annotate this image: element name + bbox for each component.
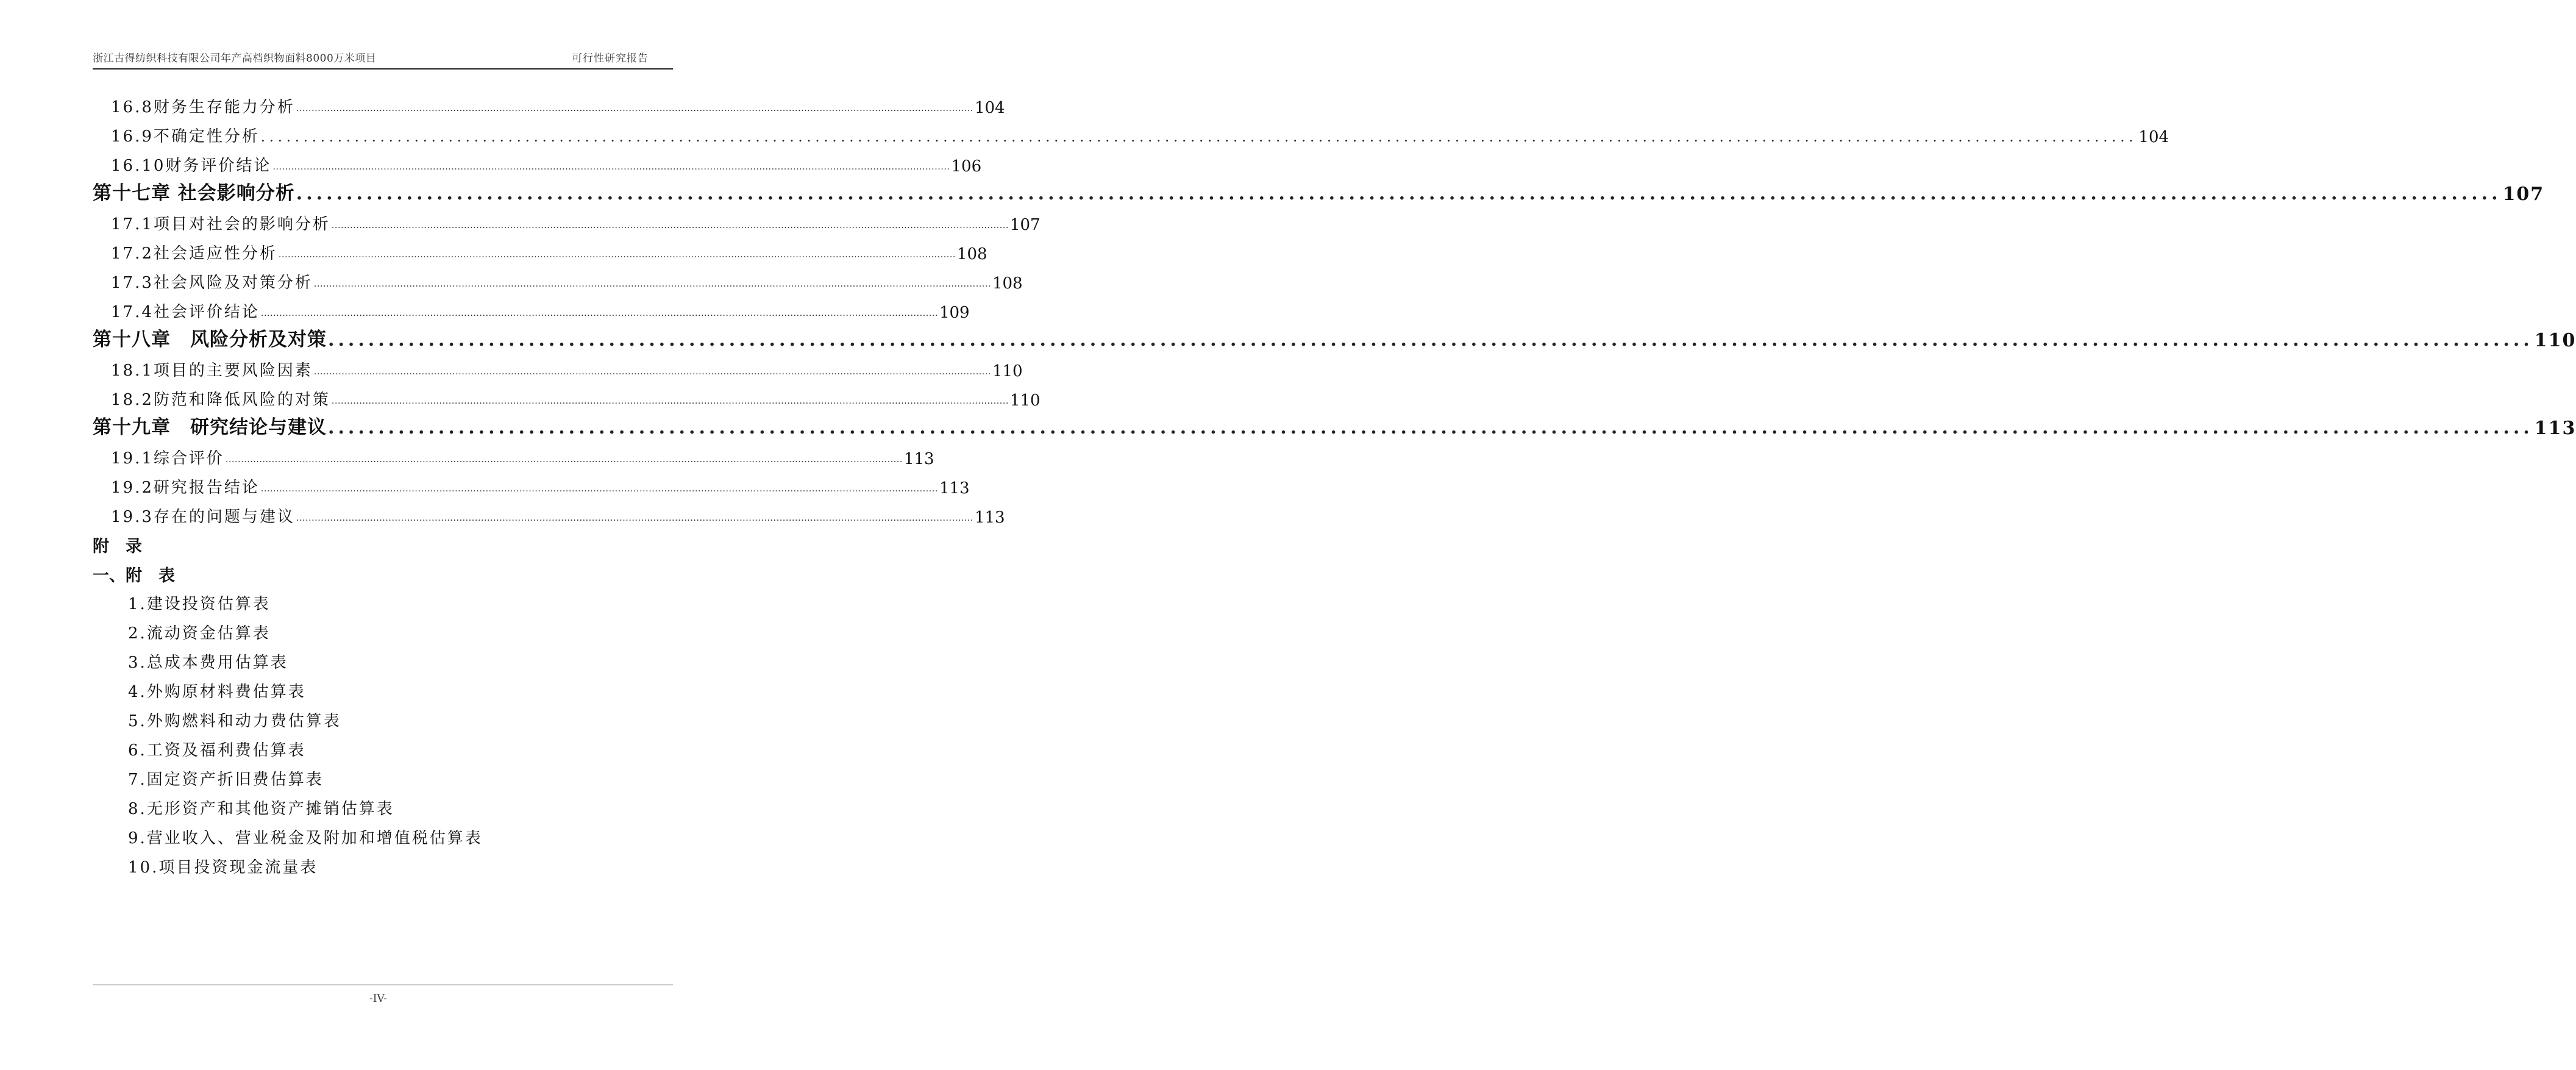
toc-entry-page-number: 113 bbox=[974, 508, 1005, 527]
toc-entry-page-number: 107 bbox=[1009, 216, 1041, 234]
toc-entry-title: 19.2研究报告结论 bbox=[111, 479, 260, 497]
toc-dot-leader: ............................................................................................................................................................................................................................ bbox=[260, 130, 2138, 145]
toc-dot-leader: ............................................................................................................................................................................................................................ bbox=[296, 104, 973, 113]
toc-entry-page-number: 113 bbox=[903, 450, 934, 468]
toc-entry-title: 19.1综合评价 bbox=[111, 449, 224, 468]
appendix-table-item[interactable]: 4.外购原材料费估算表 bbox=[128, 683, 306, 701]
toc-entry-title: 16.8财务生存能力分析 bbox=[111, 98, 295, 116]
toc-section-entry[interactable] bbox=[93, 93, 1005, 117]
header-project-title: 浙江古得纺织科技有限公司年产高档织物面料8000万米项目 bbox=[93, 52, 377, 65]
toc-section-entry[interactable] bbox=[93, 122, 2169, 146]
toc-chapter-entry[interactable] bbox=[93, 180, 2545, 205]
toc-entry-title: 17.2社会适应性分析 bbox=[111, 244, 277, 263]
appendix-table-item[interactable]: 2.流动资金估算表 bbox=[128, 624, 271, 643]
toc-entry-title: 18.2防范和降低风险的对策 bbox=[111, 391, 330, 409]
appendix-table-item[interactable]: 7.固定资产折旧费估算表 bbox=[128, 771, 324, 789]
toc-section-entry[interactable] bbox=[93, 502, 1005, 527]
toc-chapter-entry[interactable] bbox=[93, 415, 2576, 439]
toc-chapter-entry[interactable] bbox=[93, 327, 2576, 351]
header-report-type: 可行性研究报告 bbox=[572, 52, 649, 65]
toc-entry-page-number: 110 bbox=[992, 362, 1023, 380]
toc-entry-title: 第十八章 风险分析及对策 bbox=[93, 329, 327, 351]
toc-dot-leader: ............................................................................................................................................................................................................................ bbox=[313, 367, 991, 377]
toc-dot-leader: ............................................................................................................................................................................................................................ bbox=[260, 309, 938, 318]
appendix-table-item[interactable]: 8.无形资产和其他资产摊销估算表 bbox=[128, 800, 394, 818]
toc-entry-page-number: 107 bbox=[2502, 184, 2545, 205]
appendix-subtitle: 一、附 表 bbox=[93, 566, 175, 585]
toc-section-entry[interactable] bbox=[93, 385, 1041, 410]
toc-entry-title: 19.3存在的问题与建议 bbox=[111, 508, 295, 526]
toc-dot-leader: ............................................................................................................................................................................................................................ bbox=[296, 513, 973, 523]
toc-entry-title: 第十七章 社会影响分析 bbox=[93, 182, 295, 204]
appendix-table-item[interactable]: 10.项目投资现金流量表 bbox=[128, 858, 318, 877]
toc-entry-title: 17.1项目对社会的影响分析 bbox=[111, 215, 330, 234]
appendix-table-item[interactable]: 1.建设投资估算表 bbox=[128, 595, 271, 613]
toc-dot-leader: ............................................................................................................................................................................................................................ bbox=[260, 484, 938, 494]
toc-entry-page-number: 113 bbox=[2534, 418, 2576, 439]
toc-entry-page-number: 110 bbox=[1009, 391, 1041, 410]
toc-dot-leader: ............................................................................................................................................................................................................................ bbox=[278, 250, 956, 260]
toc-dot-leader: ............................................................................................................................................................................................................................ bbox=[313, 279, 991, 289]
toc-entry-page-number: 104 bbox=[974, 99, 1005, 117]
appendix-table-item[interactable]: 5.外购燃料和动力费估算表 bbox=[128, 712, 341, 730]
appendix-table-item[interactable]: 9.营业收入、营业税金及附加和增值税估算表 bbox=[128, 829, 483, 847]
toc-section-entry[interactable] bbox=[93, 239, 987, 263]
toc-section-entry[interactable] bbox=[93, 444, 934, 468]
footer-page-number: -IV- bbox=[369, 993, 387, 1005]
toc-entry-page-number: 108 bbox=[956, 245, 987, 263]
toc-dot-leader: ............................................................................................................................................................................................................................ bbox=[296, 183, 2502, 204]
toc-entry-page-number: 104 bbox=[2138, 128, 2169, 146]
appendix-table-item[interactable]: 3.总成本费用估算表 bbox=[128, 654, 288, 672]
toc-dot-leader: ............................................................................................................................................................................................................................ bbox=[331, 221, 1009, 230]
toc-dot-leader: ............................................................................................................................................................................................................................ bbox=[331, 396, 1009, 406]
toc-entry-page-number: 106 bbox=[951, 157, 982, 176]
toc-entry-page-number: 109 bbox=[939, 304, 970, 322]
toc-section-entry[interactable] bbox=[93, 473, 970, 498]
toc-dot-leader: ............................................................................................................................................................................................................................ bbox=[272, 162, 950, 172]
toc-section-entry[interactable] bbox=[93, 151, 982, 176]
toc-entry-title: 16.9不确定性分析 bbox=[111, 127, 260, 146]
toc-section-entry[interactable] bbox=[93, 298, 970, 322]
page-header bbox=[93, 51, 673, 70]
toc-section-entry[interactable] bbox=[93, 210, 1041, 234]
toc-entry-title: 18.1项目的主要风险因素 bbox=[111, 362, 313, 380]
toc-entry-title: 17.4社会评价结论 bbox=[111, 303, 260, 321]
toc-entry-title: 第十九章 研究结论与建议 bbox=[93, 416, 327, 438]
toc-entry-title: 17.3社会风险及对策分析 bbox=[111, 274, 313, 292]
toc-dot-leader: ............................................................................................................................................................................................................................ bbox=[225, 455, 903, 465]
toc-entry-page-number: 108 bbox=[992, 274, 1023, 293]
toc-entry-title: 16.10财务评价结论 bbox=[111, 157, 272, 175]
appendix-title: 附 录 bbox=[93, 537, 142, 556]
toc-section-entry[interactable] bbox=[93, 268, 1023, 293]
toc-dot-leader: ............................................................................................................................................................................................................................ bbox=[328, 329, 2533, 351]
toc-dot-leader: ............................................................................................................................................................................................................................ bbox=[328, 417, 2533, 438]
toc-section-entry[interactable] bbox=[93, 356, 1023, 380]
appendix-table-item[interactable]: 6.工资及福利费估算表 bbox=[128, 741, 306, 760]
toc-entry-page-number: 110 bbox=[2534, 330, 2576, 351]
toc-entry-page-number: 113 bbox=[939, 479, 970, 498]
